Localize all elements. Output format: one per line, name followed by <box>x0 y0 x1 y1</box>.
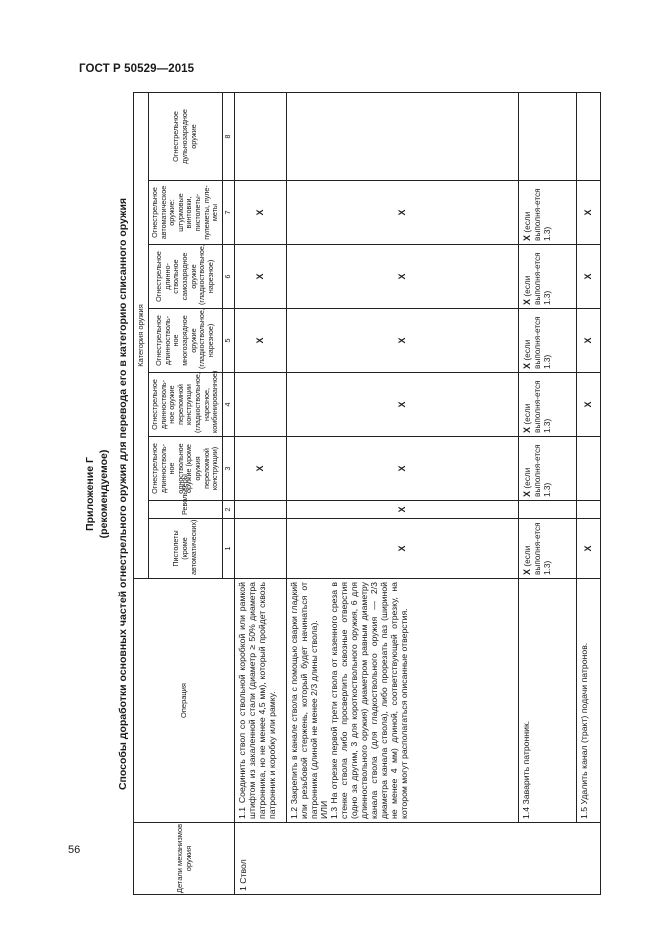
category-muzzleloading: Огнестрельное дульнозарядное оружие <box>149 92 223 180</box>
mark-cell <box>576 92 600 180</box>
mark-note-text: (если выполня-ется 1.3) <box>521 188 552 241</box>
category-long-repeating: Огнестрельное длинностволь-ное многозарядное оружие (гладкоствольное, нарезное) <box>149 309 223 373</box>
mark-x-note <box>518 181 576 245</box>
column-number: 1 <box>222 519 234 579</box>
mark-cell <box>234 519 286 579</box>
mark-note-text: (если выполня-ется 1.3) <box>521 380 552 433</box>
mark-x: X <box>286 245 518 309</box>
mark-x-letter: X <box>521 426 532 433</box>
category-long-self-loading: Огнестрельное длинно-ствольное самозарядное оружие (гладкоствольное, нарезное) <box>149 245 223 309</box>
category-revolvers: Револьверы <box>149 501 223 519</box>
mark-x-note <box>518 519 576 579</box>
document-header: ГОСТ Р 50529—2015 <box>79 63 195 75</box>
column-header-operation: Операция <box>134 579 235 823</box>
appendix-title: Приложение Г <box>84 457 96 531</box>
column-number: 7 <box>222 181 234 245</box>
operation-1-2: 1.2 Закрепить в канале ствола с помощью сварки гладкий или резьбовой стержень, который будет начинаться от патронника (длиной не менее 2/3 длины ствола). <box>288 582 319 819</box>
appendix-caption: Способы доработки основных частей огнестрельного оружия для перевода его в категорию списанного оружия <box>117 197 129 791</box>
mark-x: X <box>576 519 600 579</box>
column-header-details: Детали механизмов оружия <box>134 823 235 895</box>
mark-x-note <box>518 245 576 309</box>
mark-note-text: (если выполня-ется 1.3) <box>521 444 552 497</box>
column-number: 4 <box>222 373 234 437</box>
mark-cell <box>234 373 286 437</box>
mark-cell <box>234 501 286 519</box>
detail-group-barrel: 1 Ствол <box>234 823 600 895</box>
mark-x-letter: X <box>521 234 532 241</box>
mark-cell <box>576 437 600 501</box>
mark-cell <box>234 92 286 180</box>
column-number: 5 <box>222 309 234 373</box>
mark-x: X <box>576 245 600 309</box>
mark-cell <box>286 92 518 180</box>
mark-x: X <box>286 437 518 501</box>
mark-x: X <box>234 245 286 309</box>
rotated-appendix-block <box>79 91 629 897</box>
operation-1-2-or-1-3 <box>286 579 518 823</box>
mark-x: X <box>234 181 286 245</box>
column-number: 8 <box>222 92 234 180</box>
category-long-single-shot: Огнестрельное длинностволь-ное одноствольное оружие (кроме оружия переломной конструкции) <box>149 437 223 501</box>
mark-x: X <box>576 373 600 437</box>
mark-x-letter: X <box>521 490 532 497</box>
column-number: 2 <box>222 501 234 519</box>
category-automatic: Огнестрельное автоматическое оружие: штурмовые винтовки, пистолеты-пулеметы, пуле-меты <box>149 181 223 245</box>
mark-x: X <box>576 309 600 373</box>
mark-note-text: (если выполня-ется 1.3) <box>521 252 552 305</box>
mark-x: X <box>286 501 518 519</box>
mark-x-letter: X <box>521 298 532 305</box>
column-number: 6 <box>222 245 234 309</box>
weapon-modification-table <box>133 92 601 895</box>
mark-x: X <box>234 309 286 373</box>
operation-or: ИЛИ <box>318 800 329 819</box>
operation-1-1: 1.1 Соединить ствол со ствольной коробкой или рамкой штифтом из закаленной стали (диаметр ≥ 50% диаметра патронника, но не менее 4,5 мм), который пройдет сквозь патронник и коробку или рамку. <box>234 579 286 823</box>
mark-x: X <box>286 373 518 437</box>
mark-cell <box>576 501 600 519</box>
category-pistols: Пистолеты (кроме автоматических) <box>149 519 223 579</box>
mark-x-note <box>518 309 576 373</box>
mark-x: X <box>576 181 600 245</box>
column-header-category: Категория оружия <box>134 92 149 578</box>
operation-1-4: 1.4 Заварить патронник. <box>518 579 576 823</box>
mark-x: X <box>286 309 518 373</box>
column-number: 3 <box>222 437 234 501</box>
mark-x-note <box>518 373 576 437</box>
operation-1-3: 1.3 На отрезке первой трети ствола от казенного среза в стенке ствола либо просверлить сквозные отверстия (одно за другим, 3 для короткоствольного оружия, 6 для длинноствольного оружия) диаметром равным диаметру канала ствола (для гладкоствольного оружия — 2/3 диаметра канала ствола), либо прорезать паз (шириной не менее 4 мм) длиной, соответствующей отрезку, на котором могут располагаться описанные отверстия. <box>328 582 409 819</box>
mark-x: X <box>286 181 518 245</box>
mark-x: X <box>286 519 518 579</box>
mark-x: X <box>234 437 286 501</box>
mark-note-text: (если выполня-ется 1.3) <box>521 316 552 369</box>
category-long-break-action: Огнестрельное длинностволь-ное оружие переломной конструкции (гладкоствольное, нарезное, комбинированное) <box>149 373 223 437</box>
mark-x-note <box>518 437 576 501</box>
appendix-subtitle: (рекомендуемое) <box>98 449 110 539</box>
mark-note-text: (если выполня-ется 1.3) <box>521 522 552 575</box>
page-number: 56 <box>68 844 81 856</box>
mark-cell <box>518 92 576 180</box>
mark-cell <box>518 501 576 519</box>
operation-1-5: 1.5 Удалить канал (тракт) подачи патронов. <box>576 579 600 823</box>
mark-x-letter: X <box>521 362 532 369</box>
mark-x-letter: X <box>521 568 532 575</box>
